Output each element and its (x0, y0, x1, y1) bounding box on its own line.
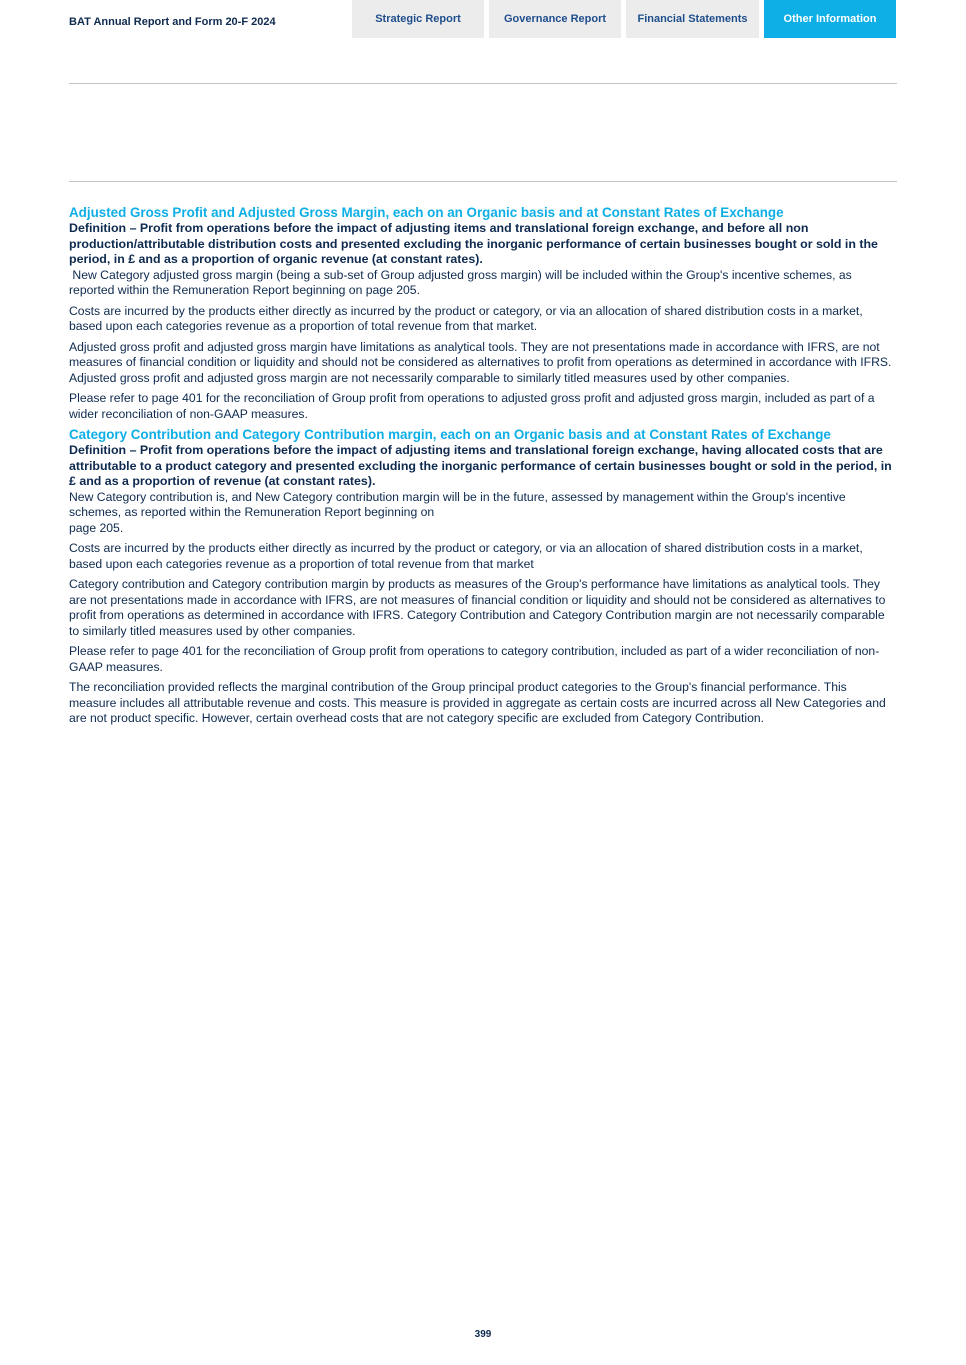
definition-text: Definition – Profit from operations before the impact of adjusting items and translational foreign exchange, having allocated costs that are attributable to a product category and presented excluding the inorganic performance of certain businesses bought or sold in the period, in £ and as a proportion of revenue (at constant rates). (69, 443, 892, 488)
body-paragraph: page 205. (69, 520, 124, 535)
top-divider (69, 83, 897, 84)
definition-text: Definition – Profit from operations before the impact of adjusting items and translational foreign exchange, and before all non production/attributable distribution costs and presented excluding the inorganic performance of certain businesses bought or sold in the period, in £ and as a proportion of organic revenue (at constant rates). (69, 221, 878, 266)
tab-strategic-report[interactable]: Strategic Report (352, 0, 484, 38)
tab-financial-statements[interactable]: Financial Statements (626, 0, 759, 38)
body-paragraph: Please refer to page 401 for the reconciliation of Group profit from operations to adjusted gross profit and adjusted gross margin, included as part of a wider reconciliation of non-GAAP measures. (69, 391, 875, 421)
body-paragraph: New Category adjusted gross margin (being a sub-set of Group adjusted gross margin) will be included within the Group's incentive schemes, as reported within the Remuneration Report beginning on page 205. (69, 267, 856, 297)
document-title: BAT Annual Report and Form 20-F 2024 (69, 16, 276, 28)
body-paragraph: Adjusted gross profit and adjusted gross margin have limitations as analytical tools. They are not presentations made in accordance with IFRS, are not measures of financial condition or liquidity and should not be considered as alternatives to profit from operations as determined in accordance with IFRS. Adjusted gross profit and adjusted gross margin are not necessarily comparable to similarly titled measures used by other companies. (69, 339, 892, 385)
section-tabs (352, 0, 896, 38)
body-paragraph: Costs are incurred by the products either directly as incurred by the product or category, or via an allocation of shared distribution costs in a market, based upon each categories revenue as a proportion of total revenue from that market. (69, 303, 863, 333)
tab-other-information[interactable]: Other Information (764, 0, 896, 38)
section-category-contribution (69, 427, 897, 727)
body-paragraph: Please refer to page 401 for the reconciliation of Group profit from operations to category contribution, included as part of a wider reconciliation of non-GAAP measures. (69, 644, 880, 674)
page-number: 399 (474, 1329, 492, 1340)
section-heading: Category Contribution and Category Contribution margin, each on an Organic basis and at Constant Rates of Exchange (69, 427, 831, 442)
section-adjusted-gross-profit (69, 205, 897, 422)
body-paragraph: New Category contribution is, and New Category contribution margin will be in the future, assessed by management within the Group's incentive schemes, as reported within the Remuneration Report beginning on (69, 489, 846, 519)
body-paragraph: The reconciliation provided reflects the marginal contribution of the Group principal product categories to the Group's financial performance. This measure includes all attributable revenue and costs. This measure is provided in aggregate as certain costs are incurred across all New Categories and are not product specific. However, certain overhead costs that are not category specific are excluded from Category Contribution. (69, 680, 886, 725)
tab-governance-report[interactable]: Governance Report (489, 0, 621, 38)
main-content (69, 205, 897, 732)
body-paragraph: Category contribution and Category contribution margin by products as measures of the Group's performance have limitations as analytical tools. They are not presentations made in accordance with IFRS, are not measures of financial condition or liquidity and should not be considered as alternatives to profit from operations as determined in accordance with IFRS. Category Contribution and Category Contribution margin are not necessarily comparable to similarly titled measures used by other companies. (69, 577, 886, 638)
section-heading: Adjusted Gross Profit and Adjusted Gross Margin, each on an Organic basis and at Constant Rates of Exchange (69, 205, 784, 220)
body-paragraph: Costs are incurred by the products either directly as incurred by the product or category, or via an allocation of shared distribution costs in a market, based upon each categories revenue as a proportion of total revenue from that market (69, 541, 863, 571)
content-divider (69, 181, 897, 182)
